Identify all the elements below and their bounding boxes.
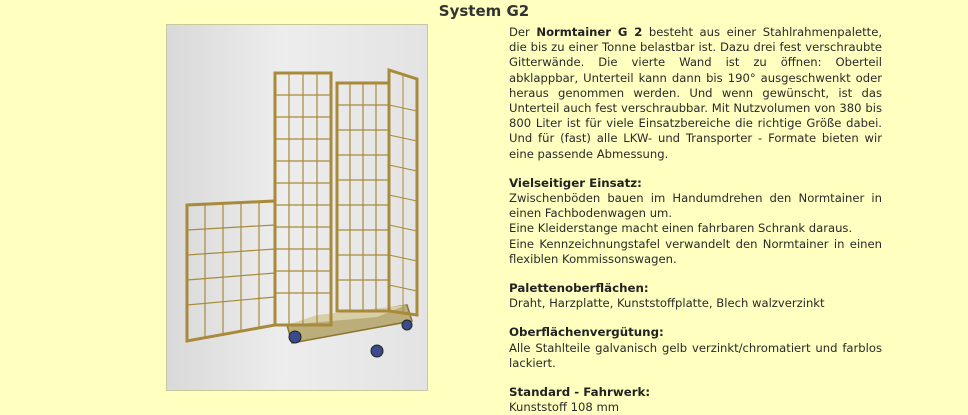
section-einsatz <box>509 176 882 267</box>
section-line: Eine Kennzeichnungstafel verwandelt den Normtainer in einen flexiblen Kommissonswagen. <box>509 236 882 266</box>
section-text: Draht, Harzplatte, Kunststoffplatte, Blech walzverzinkt <box>509 296 825 311</box>
product-name: Normtainer G 2 <box>536 25 643 39</box>
product-description <box>509 25 882 415</box>
section-line: Eine Kleiderstange macht einen fahrbaren Schrank daraus. <box>509 221 853 236</box>
intro-text: besteht aus einer Stahlrahmenpalette, die bis zu einer Tonne belastbar ist. Dazu drei fest verschraubte Gitterwände. Die vierte Wand ist zu öffnen: Oberteil abklappbar, Unterteil kann dann bis 190° ausgeschwenkt oder heraus genommen werden. Und wenn gewünscht, ist das Unterteil auch fest verschraubbar. Mit Nutzvolumen von 380 bis 800 Liter ist für viele Einsatzbereiche die richtige Größe dabei. Und für (fast) alle LKW- und Transporter - Formate bieten wir eine passende Abmessung. <box>509 25 883 161</box>
section-text: Kunststoff 108 mm <box>509 400 620 415</box>
product-image-roll-container <box>166 24 428 391</box>
section-fahrwerk <box>509 385 882 415</box>
section-line: Zwischenböden bauen im Handumdrehen den Normtainer in einen Fachbodenwagen um. <box>509 191 882 221</box>
section-heading: Palettenoberflächen: <box>509 281 649 296</box>
intro-prefix: Der <box>509 25 537 39</box>
section-oberflaechenverguetung <box>509 325 882 371</box>
section-heading: Vielseitiger Einsatz: <box>509 175 642 190</box>
section-text: Alle Stahlteile galvanisch gelb verzinkt/chromatiert und farblos lackiert. <box>509 340 882 370</box>
page-title: System G2 <box>438 2 530 20</box>
intro-paragraph <box>509 25 882 162</box>
section-palettenoberflaechen <box>509 281 882 311</box>
section-heading: Standard - Fahrwerk: <box>509 385 651 400</box>
section-heading: Oberflächenvergütung: <box>509 325 664 340</box>
